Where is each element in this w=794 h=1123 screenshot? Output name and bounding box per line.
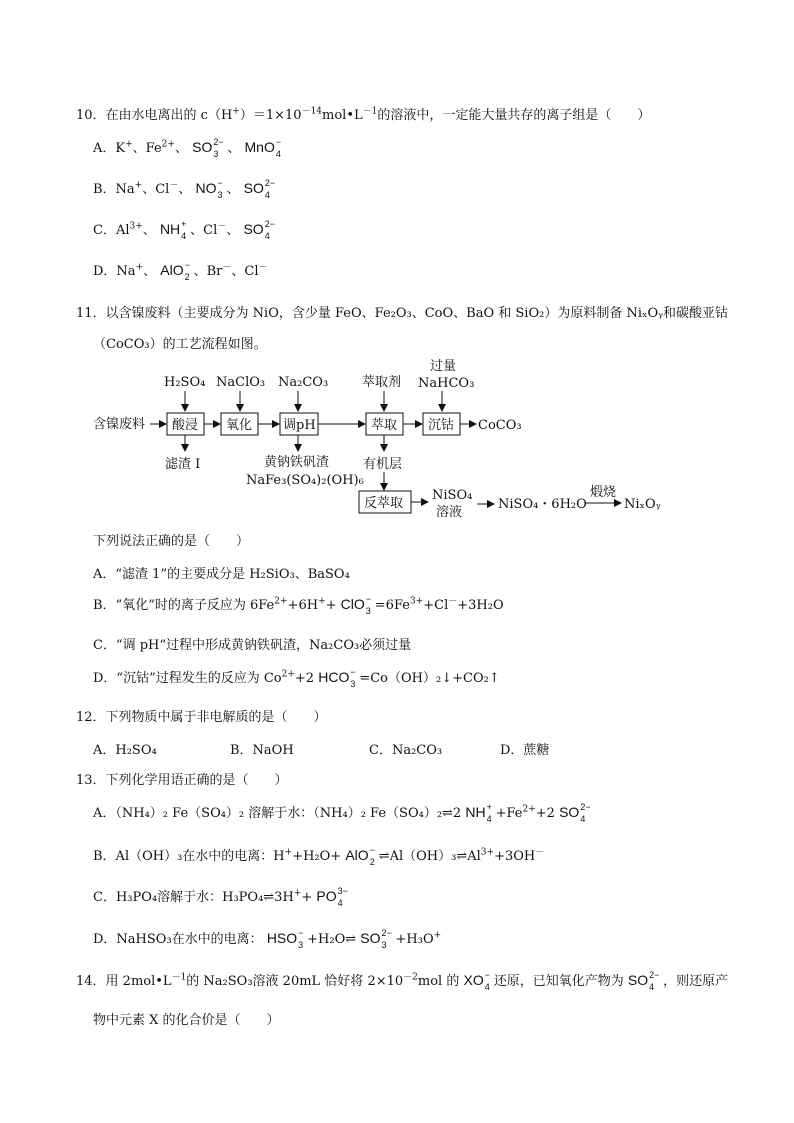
residue-jarosite-formula: NaFe₃(SO₄)₂(OH)₆ <box>246 473 364 488</box>
reagent-h2so4: H₂SO₄ <box>164 375 206 390</box>
q10-stem: 10．在由水电离出的 $c(H^+)=1\times 10^{-14}mol•L^{-1}$的溶液中，一定能大量共存的离子组是（ ） <box>76 106 651 123</box>
sulfate-ion: SO 2− 4 <box>627 970 660 993</box>
reagent-nahco3: NaHCO₃ <box>418 376 475 391</box>
q13-option-c[interactable]: C．H₃PO₄溶解于水：H₃PO₄⇌3H++ PO 3− 4 <box>93 886 352 908</box>
q11-ask: 下列说法正确的是（ ） <box>93 534 250 549</box>
aluminate-ion: AlO − 2 <box>345 845 375 868</box>
reagent-extractant: 萃取剂 <box>362 375 402 390</box>
niso4-hydrate: NiSO₄・6H₂O <box>498 497 587 512</box>
reagent-na2co3: Na₂CO₃ <box>278 375 329 390</box>
q11-stem-line1: 11．以含镍废料（主要成分为 NiO，含少量 FeO、Fe₂O₃、CoO、BaO 和 SiO₂）为原料制备 NiₓOᵧ和碳酸亚钴 <box>76 306 729 321</box>
sulfate-ion: SO 2− 4 <box>559 802 591 825</box>
svg-text:溶液: 溶液 <box>436 505 463 520</box>
q10-option-c[interactable]: C．$Al^{3+}$、 NH + 4 、Cl－、 SO 2− 4 <box>93 219 279 241</box>
svg-text:沉钴: 沉钴 <box>428 418 455 433</box>
aluminate-ion: AlO − 2 <box>160 260 190 283</box>
q11-option-a[interactable]: A．“滤渣 1”的主要成分是 H₂SiO₃、BaSO₄ <box>93 567 350 582</box>
niso4-solution: NiSO₄ <box>432 488 473 503</box>
q12-option-a[interactable]: A．H₂SO₄ <box>93 743 157 758</box>
svg-text:反萃取: 反萃取 <box>364 496 404 511</box>
reagent-excess: 过量 <box>430 359 457 374</box>
permanganate-ion: MnO − 4 <box>244 137 282 160</box>
svg-text:氧化: 氧化 <box>226 418 253 433</box>
q12-stem: 12．下列物质中属于非电解质的是（ ） <box>76 710 327 725</box>
q12-option-d[interactable]: D．蔗糖 <box>500 743 550 758</box>
q11-option-b[interactable]: B．“氧化”时的离子反应为 $6Fe^{2+}+6H^++$ ClO − 3 $=6Fe^{3+}+Cl^-+3H_2O$ <box>93 594 504 617</box>
final-product: NiₓOᵧ <box>624 497 661 512</box>
q12-option-c[interactable]: C．Na₂CO₃ <box>369 743 443 758</box>
organic-layer: 有机层 <box>363 457 403 472</box>
ammonium-ion: NH + 4 <box>465 802 492 825</box>
residue-jarosite: 黄钠铁矾渣 <box>264 455 330 470</box>
q13-option-d[interactable]: D．NaHSO₃在水中的电离： HSO − 3 +H₂O⇌ SO 2− 3 +H₃O+ <box>93 928 442 951</box>
start-material: 含镍废料 <box>93 417 146 432</box>
q10-option-a[interactable]: A．K+、$Fe^{2+}$、 SO 2− 3 、 MnO − 4 <box>93 137 285 159</box>
sulfite-ion: SO 2− 3 <box>192 137 224 160</box>
q13-option-a[interactable]: A．（NH₄）₂ Fe（SO₄）₂ 溶解于水：（NH₄）₂ Fe（SO₄）₂⇌2 NH + 4 $+Fe^{2+}+2$ SO 2− 4 <box>93 802 594 824</box>
chlorate-ion: ClO − 3 <box>340 594 372 617</box>
q14-line1: 14．用 $2mol•L^{-1}$的 Na₂SO₃溶液 20mL 恰好将 $2\times 10^{-2}mol$ 的 XO − 4 还原，已知氧化产物为 SO 2− 4 ，则还原产 <box>76 970 729 993</box>
q14-line2: 物中元素 X 的化合价是（ ） <box>93 1013 280 1028</box>
q12-option-b[interactable]: B．NaOH <box>230 743 294 758</box>
svg-text:调pH: 调pH <box>283 418 316 433</box>
phosphate-ion: PO 3− 4 <box>316 886 348 909</box>
xo4-ion: XO − 4 <box>463 970 490 993</box>
product-coco3: CoCO₃ <box>478 418 522 433</box>
sulfate-ion: SO 2− 4 <box>243 178 276 201</box>
sulfate-ion: SO 2− 4 <box>243 219 275 242</box>
q10-option-d[interactable]: D．Na+、 AlO − 2 、Br－、Cl－ <box>93 260 268 283</box>
bisulfite-ion: HSO − 3 <box>266 928 304 951</box>
ammonium-ion: NH + 4 <box>159 219 187 242</box>
q10-option-b[interactable]: B．Na+、Cl－、 NO − 3 、 SO 2− 4 <box>93 178 279 200</box>
q13-stem: 13．下列化学用语正确的是（ ） <box>76 773 288 788</box>
svg-text:酸浸: 酸浸 <box>172 418 199 433</box>
nitrate-ion: NO − 3 <box>195 178 223 201</box>
q13-option-b[interactable]: B．Al（OH）₃在水中的电离：H++H₂O+ AlO − 2 $\rightleftharpoons Al(OH)_3\rightleftharpoons Al^{3+}+3OH^-$ <box>93 845 545 868</box>
svg-text:萃取: 萃取 <box>371 418 398 433</box>
calcine-label: 煅烧 <box>590 485 617 500</box>
reagent-naclo3: NaClO₃ <box>216 375 266 390</box>
sulfite-ion: SO 2− 3 <box>360 928 392 951</box>
q11-option-c[interactable]: C．“调 pH“过程中形成黄钠铁矾渣，Na₂CO₃必须过量 <box>93 638 412 653</box>
q11-stem-line2: （CoCO₃）的工艺流程如图。 <box>93 337 267 352</box>
q11-option-d[interactable]: D．“沉钴”过程发生的反应为 $Co^{2+}+2$ HCO − 3 =Co（OH）₂↓+CO₂↑ <box>93 667 500 690</box>
residue-1: 滤渣 I <box>165 457 201 472</box>
bicarbonate-ion: HCO − 3 <box>318 667 356 690</box>
